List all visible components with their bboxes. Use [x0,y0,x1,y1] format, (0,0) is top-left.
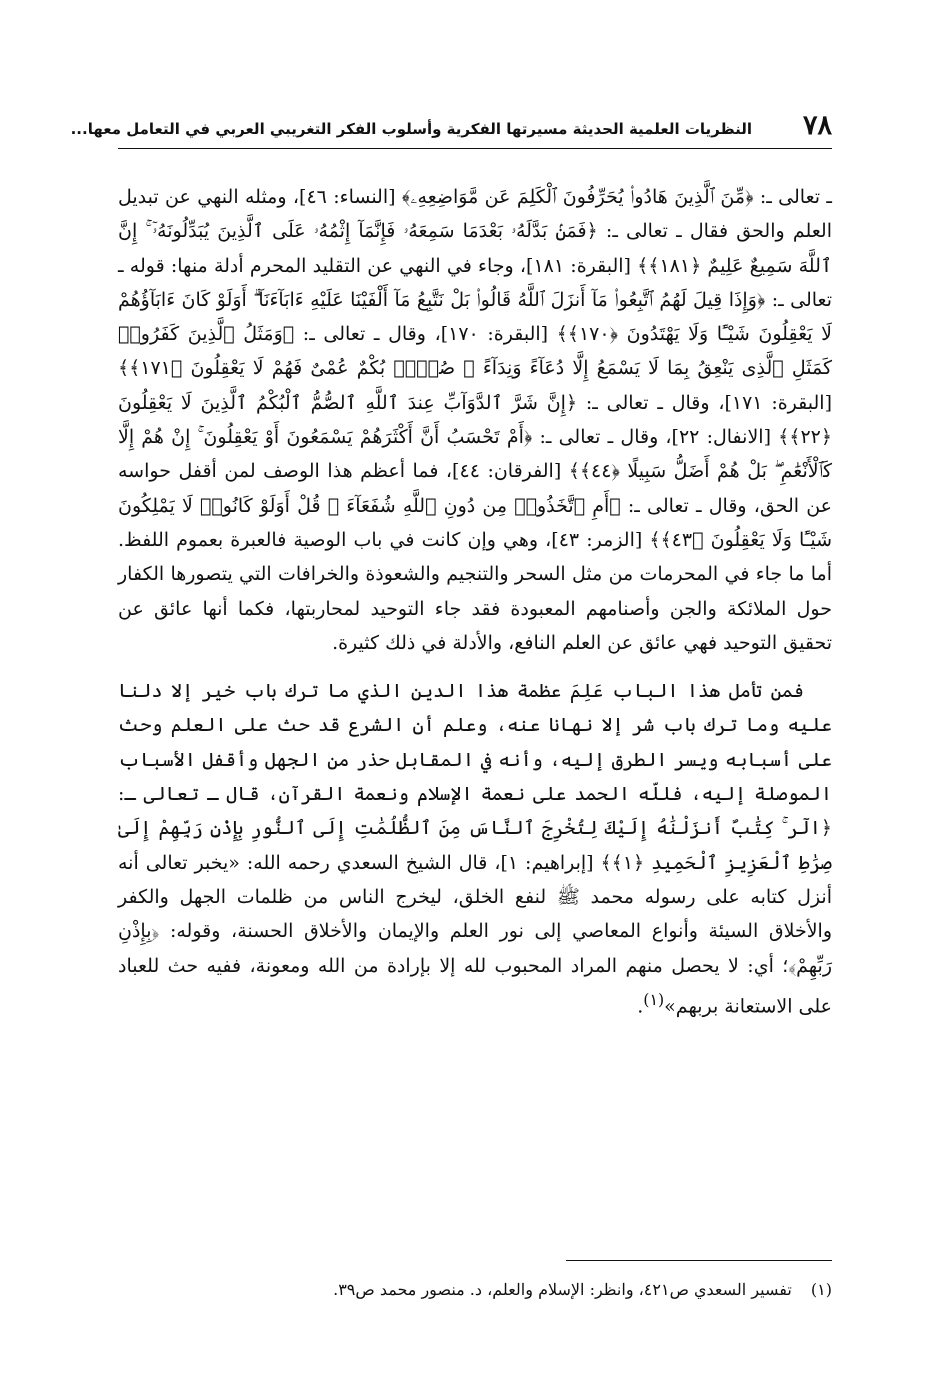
paragraph-1: ـ تعالى ـ: ﴿مِّنَ ٱلَّذِينَ هَادُوا۟ يُحَرِّفُونَ ٱلْكَلِمَ عَن مَّوَاضِعِهِۦ﴾ [النساء: ٤٦]، ومثله النهي عن تبديل العلم والحق فقال ـ تعالى ـ: ﴿فَمَنۢ بَدَّلَهُۥ بَعْدَمَا سَمِعَهُۥ فَإِنَّمَآ إِثْمُهُۥ عَلَى ٱلَّذِينَ يُبَدِّلُونَهُۥٓ ۚ إِنَّ ٱللَّهَ سَمِيعٌ عَلِيمٌ ﴿١٨١﴾﴾ [البقرة: ١٨١]، وجاء في النهي عن التقليد المحرم أدلة منها: قوله ـ تعالى ـ: ﴿وَإِذَا قِيلَ لَهُمُ ٱتَّبِعُوا۟ مَآ أَنزَلَ ٱللَّهُ قَالُوا۟ بَلْ نَتَّبِعُ مَآ أَلْفَيْنَا عَلَيْهِ ءَابَآءَنَآ ۗ أَوَلَوْ كَانَ ءَابَآؤُهُمْ لَا يَعْقِلُونَ شَيْـًٔا وَلَا يَهْتَدُونَ ﴿١٧٠﴾﴾ [البقرة: ١٧٠]، وقال ـ تعالى ـ: ﴿وَمَثَلُ ٱلَّذِينَ كَفَرُوا۟ كَمَثَلِ ٱلَّذِى يَنْعِقُ بِمَا لَا يَسْمَعُ إِلَّا دُعَآءً وَنِدَآءً ۚ صُمٌّۢ بُكْمٌ عُمْىٌ فَهُمْ لَا يَعْقِلُونَ ﴿١٧١﴾﴾ [البقرة: ١٧١]، وقال ـ تعالى ـ: ﴿إِنَّ شَرَّ ٱلدَّوَآبِّ عِندَ ٱللَّهِ ٱلصُّمُّ ٱلْبُكْمُ ٱلَّذِينَ لَا يَعْقِلُونَ ﴿٢٢﴾﴾ [الانفال: ٢٢]، وقال ـ تعالى ـ: ﴿أَمْ تَحْسَبُ أَنَّ أَكْثَرَهُمْ يَسْمَعُونَ أَوْ يَعْقِلُونَ ۚ إِنْ هُمْ إِلَّا كَٱلْأَنْعَٰمِ ۖ بَلْ هُمْ أَضَلُّ سَبِيلًا ﴿٤٤﴾﴾ [الفرقان: ٤٤]، فما أعظم هذا الوصف لمن أقفل حواسه عن الحق، وقال ـ تعالى ـ: ﴿أَمِ ٱتَّخَذُوا۟ مِن دُونِ ٱللَّهِ شُفَعَآءَ ۚ قُلْ أَوَلَوْ كَانُوا۟ لَا يَمْلِكُونَ شَيْـًٔا وَلَا يَعْقِلُونَ ﴿٤٣﴾﴾ [الزمر: ٤٣]، وهي وإن كانت في باب الوصية فالعبرة بعموم اللفظ. أما ما جاء في المحرمات من مثل السحر والتنجيم والشعوذة والخرافات التي يتصورها الكفار حول الملائكة والجن وأصنامهم المعبودة فقد جاء التوحيد لمحاربتها، فكما أنها عائق عن تحقيق التوحيد فهي عائق عن العلم النافع، والأدلة في ذلك كثيرة. [118,186,833,654]
paragraph-2: فمن تأمل هذا الباب عَلِمَ عظمة هذا الدين الذي ما ترك باب خير إلا دلنا عليه وما ترك باب شر إلا نهانا عنه، وعلم أن الشرع قد حث على العلم وحث على أسبابه ويسر الطرق إليه، وأنه في المقابل حذر من الجهل وأقفل الأسباب الموصلة إليه، فللّه الحمد على نعمة الإسلام ونعمة القرآن، قال ـ تعالى ـ: ﴿الٓر ۚ كِتَٰبٌ أَنزَلْنَٰهُ إِلَيْكَ لِتُخْرِجَ ٱلنَّاسَ مِنَ ٱلظُّلُمَٰتِ إِلَى ٱلنُّورِ بِإِذْنِ رَبِّهِمْ إِلَىٰ صِرَٰطِ ٱلْعَزِيزِ ٱلْحَمِيدِ ﴿١﴾﴾ [إبراهيم: ١]، قال الشيخ السعدي رحمه الله: «يخبر تعالى أنه أنزل كتابه على رسوله محمد ﷺ لنفع الخلق، ليخرج الناس من ظلمات الجهل والكفر والأخلاق السيئة وأنواع المعاصي إلى نور العلم والإيمان والأخلاق الحسنة، وقوله: ﴿بِإِذْنِ رَبِّهِمْ﴾؛ أي: لا يحصل منهم المراد المحبوب لله إلا بإرادة من الله ومعونة، ففيه حث للعباد على الاستعانة بربهم»$^{(١)}$. [118,680,832,1018]
document-page [70,110,833,1312]
main-text [118,180,832,1023]
paragraph-2-text: فمن تأمل هذا الباب عَلِمَ عظمة هذا الدين الذي ما ترك باب خير إلا دلنا عليه وما ترك باب شر إلا نهانا عنه، وعلم أن الشرع قد حث على العلم وحث على أسبابه ويسر الطرق إليه، وأنه في المقابل حذر من الجهل وأقفل الأسباب الموصلة إليه، فللّه الحمد على نعمة الإسلام ونعمة القرآن، قال ـ تعالى ـ: ﴿الٓر ۚ كِتَٰبٌ أَنزَلْنَٰهُ إِلَيْكَ لِتُخْرِجَ ٱلنَّاسَ مِنَ ٱلظُّلُمَٰتِ إِلَى ٱلنُّورِ بِإِذْنِ رَبِّهِمْ إِلَىٰ صِرَٰطِ ٱلْعَزِيزِ ٱلْحَمِيدِ ﴿١﴾﴾ [إبراهيم: ١]، قال الشيخ السعدي رحمه الله: «يخبر تعالى أنه أنزل كتابه على رسوله محمد ﷺ لنفع الخلق، ليخرج الناس من ظلمات الجهل والكفر والأخلاق السيئة وأنواع المعاصي إلى نور العلم والإيمان والأخلاق الحسنة، وقوله: ﴿بِإِذْنِ رَبِّهِمْ﴾؛ أي: لا يحصل منهم المراد المحبوب لله إلا بإرادة من الله ومعونة، ففيه حث للعباد على الاستعانة بربهم» [118,680,832,1018]
footnote [118,1278,832,1302]
footnote-text: تفسير السعدي ص٤٢١، وانظر: الإسلام والعلم، د. منصور محمد ص٣٩. [333,1280,792,1299]
header-divider [118,148,832,149]
footnote-reference[interactable]: (١) [643,989,665,1009]
footnote-divider [566,1260,832,1261]
running-title: النظريات العلمية الحديثة مسيرتها الفكرية وأسلوب الفكر التغريبي العربي في التعامل معها... [70,120,752,138]
footnote-marker: (١) [810,1280,832,1299]
running-header [70,110,832,148]
page-number: ٧٨ [802,110,832,141]
